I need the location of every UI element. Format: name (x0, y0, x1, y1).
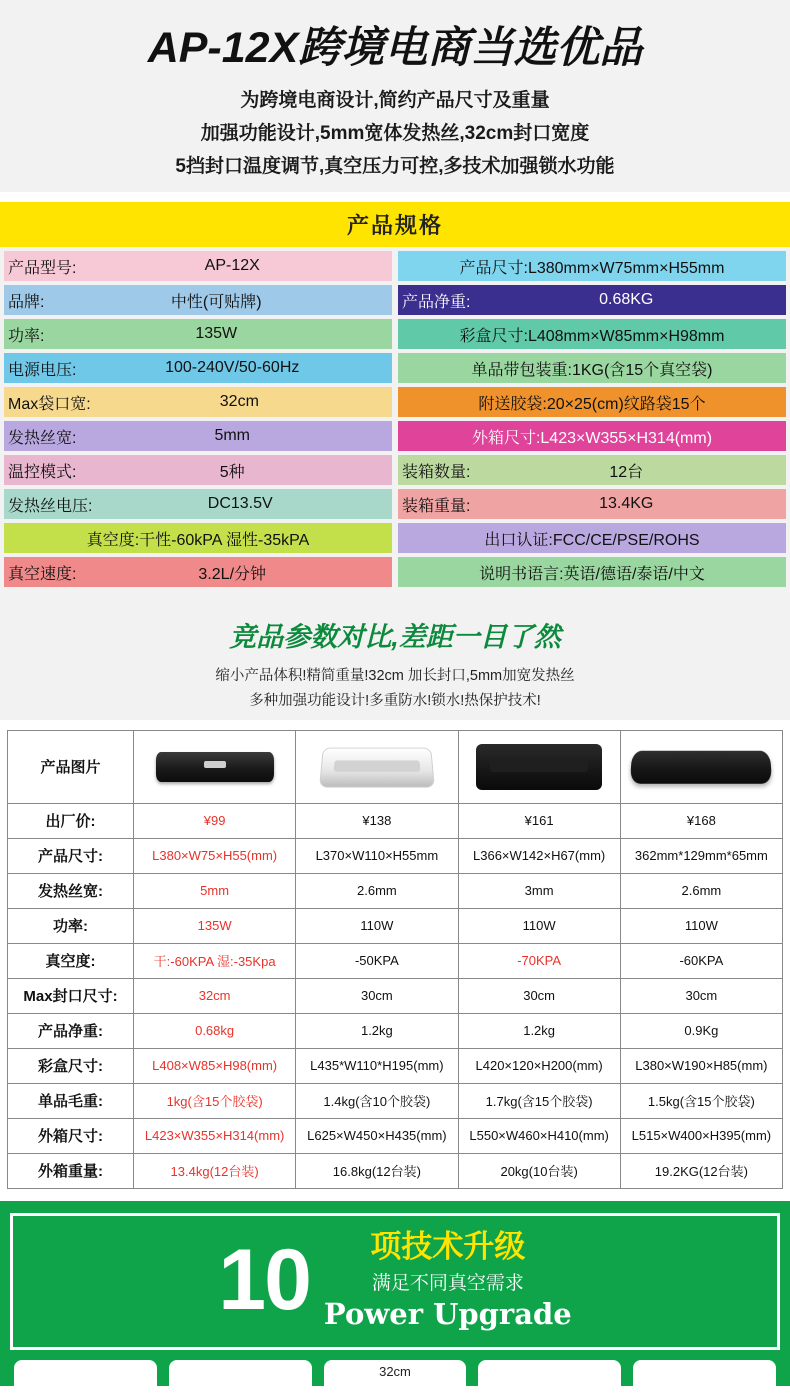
product-silhouette (630, 750, 772, 783)
hero-section (0, 0, 790, 192)
spec-key: 产品型号: (8, 259, 77, 277)
spec-key: 电源电压: (8, 361, 77, 379)
product-photo-3 (459, 731, 620, 803)
spec-value: 12台 (609, 463, 644, 481)
spec-value: 5种 (219, 463, 245, 481)
spec-key: 说明书语言:英语/德语/泰语/中文 (479, 565, 705, 583)
table-cell: 1.2kg (458, 1013, 620, 1048)
table-row (8, 1048, 783, 1083)
product-photo-1 (134, 731, 295, 803)
product-silhouette (156, 752, 274, 782)
table-cell: ¥99 (134, 803, 296, 838)
table-row-label: 产品图片 (8, 730, 134, 803)
spec-key: 真空速度: (8, 565, 77, 583)
spec-row (398, 557, 786, 587)
spec-table (0, 247, 790, 593)
spec-value: 100-240V/50-60Hz (165, 359, 300, 377)
table-cell: L380×W190×H85(mm) (620, 1048, 782, 1083)
upgrade-text-group (324, 1230, 572, 1331)
table-cell: 362mm*129mm*65mm (620, 838, 782, 873)
hero-subtitles (0, 86, 790, 182)
compare-section (0, 593, 790, 719)
table-cell: -70KPA (458, 943, 620, 978)
spec-value: 13.4KG (599, 495, 654, 513)
table-row (8, 838, 783, 873)
spec-key: 装箱重量: (402, 497, 471, 515)
table-cell: 3mm (458, 873, 620, 908)
table-cell: 1.4kg(含10个胶袋) (296, 1083, 458, 1118)
table-cell (134, 730, 296, 803)
table-row (8, 1118, 783, 1153)
table-row-label: 单品毛重: (8, 1083, 134, 1118)
table-cell: 5mm (134, 873, 296, 908)
table-cell: 32cm (134, 978, 296, 1013)
table-cell: 30cm (296, 978, 458, 1013)
table-cell: 19.2KG(12台装) (620, 1153, 782, 1188)
table-cell: L408×W85×H98(mm) (134, 1048, 296, 1083)
table-cell: 20kg(10台装) (458, 1153, 620, 1188)
table-cell: ¥138 (296, 803, 458, 838)
spec-value: 135W (195, 325, 238, 343)
table-cell: 干:-60KPA 湿:-35Kpa (134, 943, 296, 978)
spec-row (4, 557, 392, 587)
table-cell: 0.68kg (134, 1013, 296, 1048)
table-cell: -50KPA (296, 943, 458, 978)
upgrade-line-3: Power Upgrade (323, 1296, 572, 1331)
table-cell: 110W (458, 908, 620, 943)
table-row-label: Max封口尺寸: (8, 978, 134, 1013)
spec-row (398, 353, 786, 383)
table-cell: L423×W355×H314(mm) (134, 1118, 296, 1153)
spec-key: Max袋口宽: (8, 395, 91, 413)
table-row (8, 1013, 783, 1048)
upgrade-banner (0, 1201, 790, 1360)
spec-row (4, 251, 392, 281)
spec-row (4, 353, 392, 383)
table-row-label: 产品净重: (8, 1013, 134, 1048)
table-cell (458, 730, 620, 803)
spec-key: 装箱数量: (402, 463, 471, 481)
table-cell: 135W (134, 908, 296, 943)
table-row-label: 彩盒尺寸: (8, 1048, 134, 1083)
spec-column-right (398, 251, 786, 587)
spec-row (398, 421, 786, 451)
spec-row (398, 319, 786, 349)
spec-row (4, 455, 392, 485)
table-cell: L435*W110*H195(mm) (296, 1048, 458, 1083)
table-cell: L420×120×H200(mm) (458, 1048, 620, 1083)
spec-value: AP-12X (204, 257, 260, 275)
hero-subtitle-1: 为跨境电商设计,简约产品尺寸及重量 (240, 90, 550, 112)
compare-subtitle-1: 缩小产品体积!精简重量!32cm 加长封口,5mm加宽发热丝 (215, 668, 575, 685)
spec-key: 品牌: (8, 293, 45, 311)
table-cell: 30cm (620, 978, 782, 1013)
table-cell: -60KPA (620, 943, 782, 978)
table-cell (620, 730, 782, 803)
table-cell: 1.2kg (296, 1013, 458, 1048)
table-row-label: 发热丝宽: (8, 873, 134, 908)
hero-subtitle-3: 5挡封口温度调节,真空压力可控,多技术加强锁水功能 (175, 155, 615, 177)
table-row (8, 1153, 783, 1188)
spec-row (4, 387, 392, 417)
upgrade-feature-card (633, 1360, 776, 1386)
table-cell: L515×W400×H395(mm) (620, 1118, 782, 1153)
table-row (8, 1083, 783, 1118)
spec-value: DC13.5V (207, 495, 273, 513)
spec-row (4, 523, 392, 553)
table-cell: 1.5kg(含15个胶袋) (620, 1083, 782, 1118)
spec-key: 附送胶袋:20×25(cm)纹路袋15个 (478, 395, 706, 413)
spec-column-left (4, 251, 392, 587)
upgrade-feature-card (478, 1360, 621, 1386)
spec-key: 产品净重: (402, 293, 471, 311)
spec-key: 发热丝电压: (8, 497, 93, 515)
product-photo-2 (296, 731, 457, 803)
table-cell: L625×W450×H435(mm) (296, 1118, 458, 1153)
table-cell: 2.6mm (296, 873, 458, 908)
spec-row (398, 455, 786, 485)
table-cell (296, 730, 458, 803)
upgrade-feature-card (169, 1360, 312, 1386)
spec-key: 出口认证:FCC/CE/PSE/ROHS (484, 531, 700, 549)
table-row (8, 943, 783, 978)
table-cell: 2.6mm (620, 873, 782, 908)
product-silhouette (319, 747, 435, 787)
spec-key: 发热丝宽: (8, 429, 77, 447)
upgrade-feature-card: 32cm (324, 1360, 467, 1386)
table-cell: 110W (296, 908, 458, 943)
table-cell: ¥168 (620, 803, 782, 838)
spec-key: 单品带包装重:1KG(含15个真空袋) (471, 361, 713, 379)
table-cell: 110W (620, 908, 782, 943)
table-row-label: 功率: (8, 908, 134, 943)
table-row (8, 908, 783, 943)
spec-value: 32cm (219, 393, 259, 411)
upgrade-card-strip (0, 1360, 790, 1386)
spec-value: 0.68KG (599, 291, 654, 309)
table-row-label: 真空度: (8, 943, 134, 978)
table-row-label: 外箱重量: (8, 1153, 134, 1188)
upgrade-feature-card (14, 1360, 157, 1386)
table-cell: 0.9Kg (620, 1013, 782, 1048)
table-cell: 13.4kg(12台装) (134, 1153, 296, 1188)
table-cell: 1.7kg(含15个胶袋) (458, 1083, 620, 1118)
spec-row (4, 285, 392, 315)
table-row (8, 730, 783, 803)
product-photo-4 (621, 731, 782, 803)
table-cell: 16.8kg(12台装) (296, 1153, 458, 1188)
spec-row (4, 319, 392, 349)
table-cell: L366×W142×H67(mm) (458, 838, 620, 873)
spec-value: 3.2L/分钟 (198, 565, 267, 583)
upgrade-line-1: 项技术升级 (370, 1228, 526, 1264)
spec-key: 外箱尺寸:L423×W355×H314(mm) (471, 429, 713, 447)
spec-key: 功率: (8, 327, 45, 345)
compare-subtitle-2: 多种加强功能设计!多重防水!锁水!热保护技术! (249, 693, 541, 710)
spec-row (4, 421, 392, 451)
spec-row (4, 489, 392, 519)
table-row (8, 873, 783, 908)
spec-key: 产品尺寸:L380mm×W75mm×H55mm (459, 259, 725, 277)
spec-key: 温控模式: (8, 463, 77, 481)
spec-value: 5mm (214, 427, 250, 445)
table-row-label: 出厂价: (8, 803, 134, 838)
table-cell: L370×W110×H55mm (296, 838, 458, 873)
upgrade-line-2: 满足不同真空需求 (371, 1272, 524, 1294)
spec-row (398, 285, 786, 315)
table-cell: L380×W75×H55(mm) (134, 838, 296, 873)
table-cell: 30cm (458, 978, 620, 1013)
spec-section-header: 产品规格 (0, 202, 790, 247)
table-cell: L550×W460×H410(mm) (458, 1118, 620, 1153)
spec-value: 中性(可贴牌) (170, 293, 262, 311)
compare-title: 竞品参数对比,差距一目了然 (229, 622, 561, 653)
table-row-label: 外箱尺寸: (8, 1118, 134, 1153)
table-cell: ¥161 (458, 803, 620, 838)
table-row-label: 产品尺寸: (8, 838, 134, 873)
spec-row (398, 489, 786, 519)
spec-row (398, 523, 786, 553)
table-row (8, 803, 783, 838)
product-silhouette (476, 744, 602, 790)
hero-subtitle-2: 加强功能设计,5mm宽体发热丝,32cm封口宽度 (200, 122, 590, 144)
upgrade-count: 10 (218, 1231, 310, 1328)
spec-key: 真空度:干性-60kPA 湿性-35kPA (86, 531, 310, 549)
page-title: AP-12X跨境电商当选优品 (147, 24, 643, 72)
upgrade-banner-inner (10, 1213, 780, 1350)
spec-key: 彩盒尺寸:L408mm×W85mm×H98mm (459, 327, 725, 345)
spec-row (398, 251, 786, 281)
spec-row (398, 387, 786, 417)
comparison-table (7, 730, 783, 1189)
table-cell: 1kg(含15个胶袋) (134, 1083, 296, 1118)
table-row (8, 978, 783, 1013)
